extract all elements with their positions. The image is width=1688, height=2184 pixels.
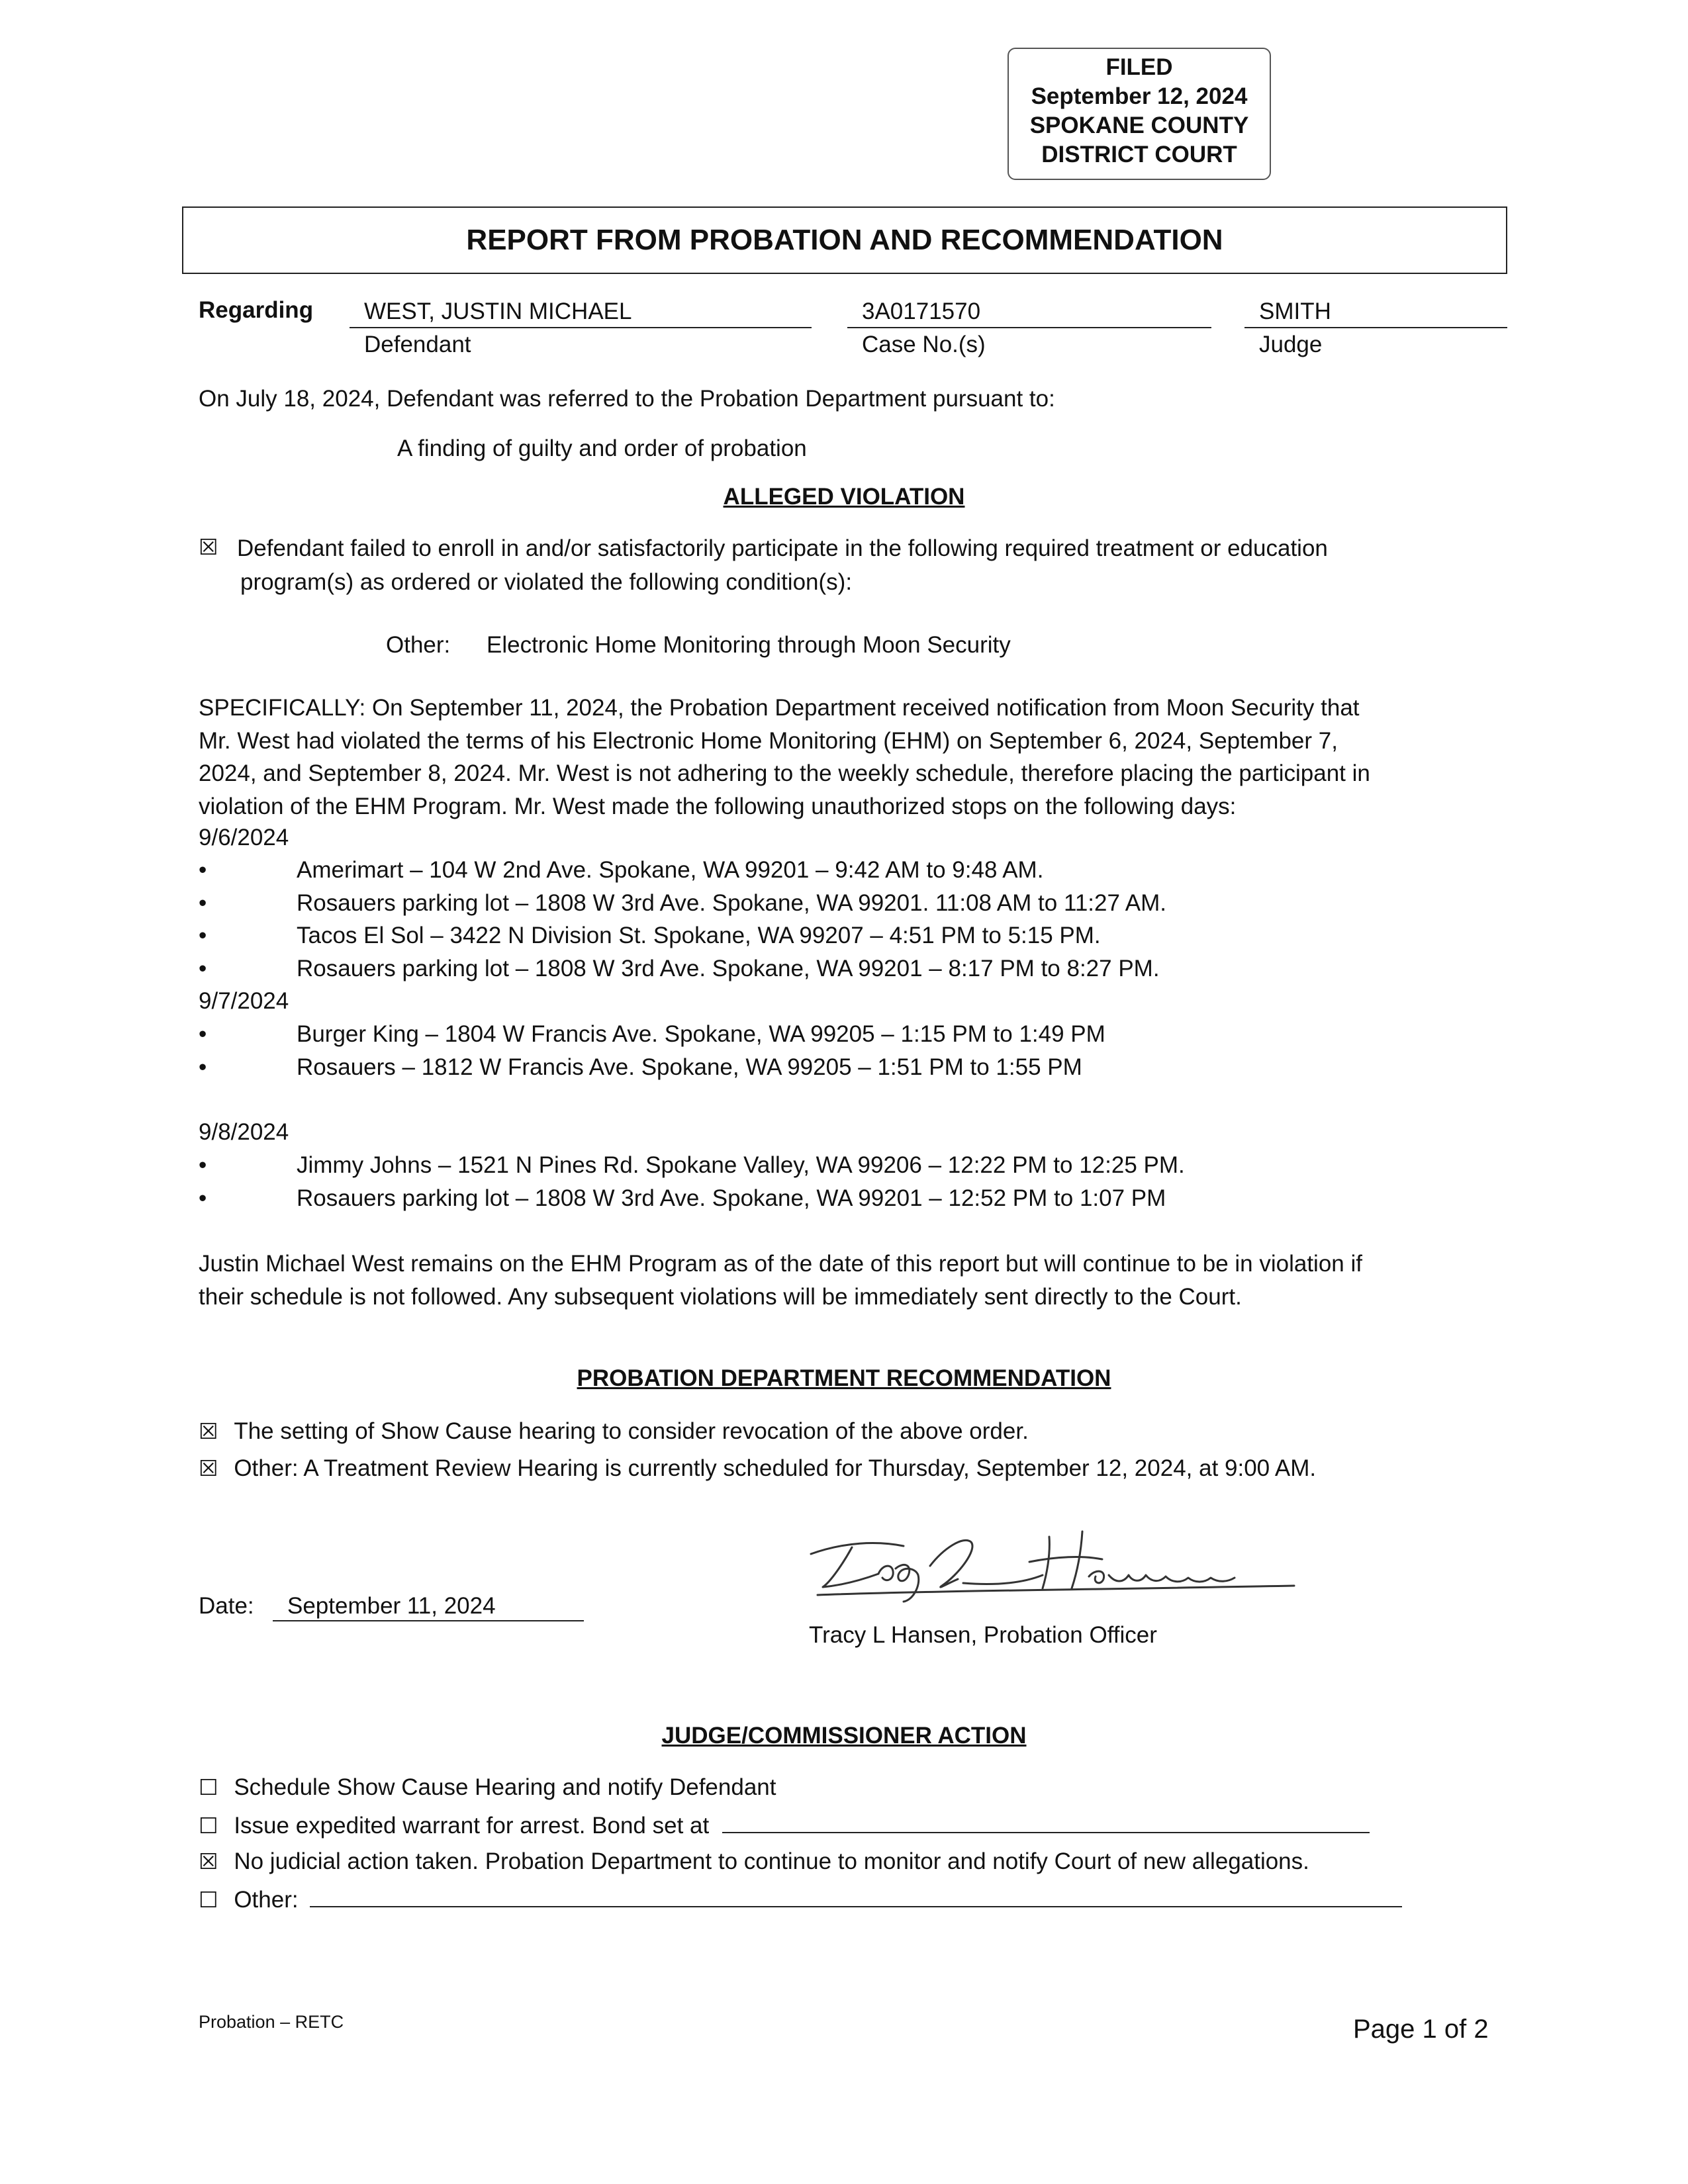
judge-field: SMITH <box>1244 296 1507 328</box>
judge-action-item <box>199 1809 1370 1841</box>
filed-stamp <box>1008 48 1271 180</box>
closing-line: Justin Michael West remains on the EHM Program as of the date of this report but will continue to be in violation if <box>199 1251 1362 1277</box>
defendant-caption: Defendant <box>364 332 471 357</box>
violation-other-label: Other: <box>386 632 451 658</box>
specifically-paragraph <box>199 692 1523 823</box>
stamp-line: SPOKANE COUNTY <box>1029 113 1249 138</box>
judge-action-item <box>199 1884 1402 1915</box>
stop-list <box>199 1150 1523 1216</box>
alleged-violation-heading: ALLEGED VIOLATION <box>723 484 965 510</box>
document-title <box>182 206 1507 274</box>
stop-list <box>199 1019 1523 1085</box>
judge-action-item <box>199 1846 1309 1877</box>
bullet: • <box>199 889 207 916</box>
specifically-line: SPECIFICALLY: On September 11, 2024, the Probation Department received notification from Moon Security that <box>199 695 1360 721</box>
checkbox[interactable]: ☐ <box>199 1813 218 1839</box>
recommendation-heading: PROBATION DEPARTMENT RECOMMENDATION <box>577 1365 1111 1391</box>
judge-action-text: No judicial action taken. Probation Department to continue to monitor and notify Court of new allegations. <box>234 1848 1309 1874</box>
specifically-line: Mr. West had violated the terms of his Electronic Home Monitoring (EHM) on September 6, 2024, September 7, <box>199 727 1338 754</box>
closing-paragraph <box>199 1248 1362 1313</box>
stop-text: Rosauers – 1812 W Francis Ave. Spokane, WA 99205 – 1:51 PM to 1:55 PM <box>297 1054 1082 1080</box>
bullet: • <box>199 1152 207 1178</box>
stamp-line: September 12, 2024 <box>1031 83 1248 109</box>
bullet: • <box>199 1054 207 1080</box>
violation-line-2: program(s) as ordered or violated the following condition(s): <box>240 569 853 595</box>
stop-text: Burger King – 1804 W Francis Ave. Spokane, WA 99205 – 1:15 PM to 1:49 PM <box>297 1021 1105 1047</box>
checkbox[interactable]: ☐ <box>199 1774 218 1800</box>
specifically-line: 2024, and September 8, 2024. Mr. West is not adhering to the weekly schedule, therefore placing the participant in <box>199 760 1370 786</box>
date-label: Date: <box>199 1593 254 1619</box>
stop-text: Amerimart – 104 W 2nd Ave. Spokane, WA 99201 – 9:42 AM to 9:48 AM. <box>297 857 1044 883</box>
stop-date: 9/6/2024 <box>199 825 289 850</box>
recommendation-text: The setting of Show Cause hearing to consider revocation of the above order. <box>234 1418 1029 1444</box>
checkbox[interactable]: ☒ <box>199 1418 218 1444</box>
judge-caption: Judge <box>1259 332 1323 357</box>
bullet: • <box>199 955 207 981</box>
referral-text: On July 18, 2024, Defendant was referred to the Probation Department pursuant to: <box>199 386 1055 412</box>
stop-date: 9/7/2024 <box>199 988 289 1014</box>
bullet: • <box>199 1021 207 1047</box>
date-value: September 11, 2024 <box>273 1591 584 1621</box>
violation-other-value: Electronic Home Monitoring through Moon Security <box>487 632 1011 658</box>
bullet: • <box>199 857 207 883</box>
judge-action-item <box>199 1772 776 1803</box>
stamp-line: DISTRICT COURT <box>1041 142 1237 167</box>
officer-name: Tracy L Hansen, Probation Officer <box>809 1622 1157 1648</box>
judge-action-heading: JUDGE/COMMISSIONER ACTION <box>661 1723 1027 1749</box>
checkbox[interactable]: ☒ <box>199 1455 218 1481</box>
case-number-field: 3A0171570 <box>847 296 1211 328</box>
specifically-line: violation of the EHM Program. Mr. West made the following unauthorized stops on the following days: <box>199 793 1237 819</box>
defendant-field: WEST, JUSTIN MICHAEL <box>350 296 812 328</box>
recommendation-item <box>199 1453 1316 1484</box>
other-action-field[interactable] <box>310 1884 1402 1907</box>
stop-text: Jimmy Johns – 1521 N Pines Rd. Spokane Valley, WA 99206 – 12:22 PM to 12:25 PM. <box>297 1152 1185 1178</box>
judge-action-text: Other: <box>234 1887 299 1913</box>
violation-checkbox: ☒ <box>199 534 218 560</box>
closing-line: their schedule is not followed. Any subsequent violations will be immediately sent directly to the Court. <box>199 1283 1242 1310</box>
checkbox[interactable]: ☐ <box>199 1887 218 1913</box>
bullet: • <box>199 923 207 948</box>
bullet: • <box>199 1185 207 1211</box>
violation-line-1: Defendant failed to enroll in and/or satisfactorily participate in the following required treatment or education <box>237 535 1328 561</box>
checkbox[interactable]: ☒ <box>199 1848 218 1874</box>
case-number-caption: Case No.(s) <box>862 332 986 357</box>
regarding-label: Regarding <box>199 297 314 323</box>
document-title-text: REPORT FROM PROBATION AND RECOMMENDATION <box>466 224 1223 257</box>
stop-list <box>199 855 1523 987</box>
stop-text: Tacos El Sol – 3422 N Division St. Spokane, WA 99207 – 4:51 PM to 5:15 PM. <box>297 923 1101 948</box>
stamp-line: FILED <box>1105 54 1173 80</box>
judge-action-text: Schedule Show Cause Hearing and notify Defendant <box>234 1774 776 1800</box>
recommendation-text: Other: A Treatment Review Hearing is currently scheduled for Thursday, September 12, 2024, at 9:00 AM. <box>234 1455 1317 1481</box>
footer-form-id: Probation – RETC <box>199 2012 344 2032</box>
stop-date: 9/8/2024 <box>199 1119 289 1145</box>
recommendation-item <box>199 1416 1029 1447</box>
stop-text: Rosauers parking lot – 1808 W 3rd Ave. Spokane, WA 99201. 11:08 AM to 11:27 AM. <box>297 889 1166 916</box>
stop-text: Rosauers parking lot – 1808 W 3rd Ave. Spokane, WA 99201 – 8:17 PM to 8:27 PM. <box>297 955 1160 981</box>
page-number: Page 1 of 2 <box>1353 2015 1489 2044</box>
stop-text: Rosauers parking lot – 1808 W 3rd Ave. Spokane, WA 99201 – 12:52 PM to 1:07 PM <box>297 1185 1166 1211</box>
judge-action-text: Issue expedited warrant for arrest. Bond set at <box>234 1813 710 1839</box>
officer-signature <box>804 1522 1321 1612</box>
bond-amount-field[interactable] <box>722 1809 1370 1833</box>
referral-basis: A finding of guilty and order of probation <box>397 435 807 461</box>
